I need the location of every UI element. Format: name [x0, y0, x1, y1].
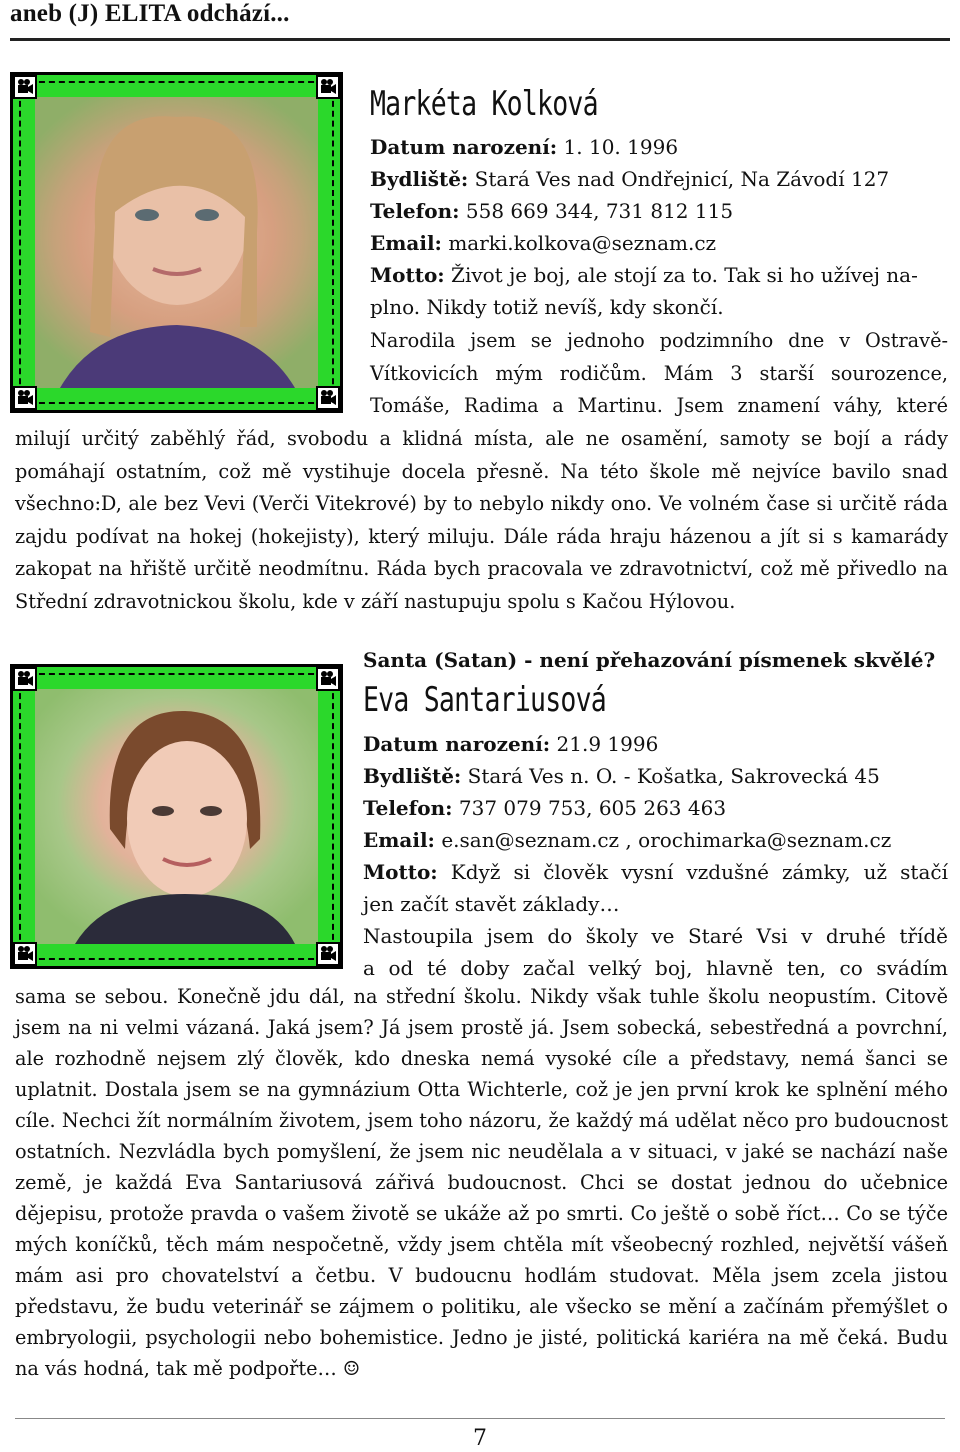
- address-label: Bydliště:: [370, 167, 469, 191]
- person-name: Markéta Kolková: [370, 84, 598, 124]
- portrait-photo-marketa: [35, 97, 318, 388]
- motto-text: Když si člověk vysní vzdušné zámky, už stačí: [450, 860, 948, 884]
- film-camera-icon: [13, 942, 37, 966]
- address-row: [363, 760, 891, 792]
- email-row: [363, 824, 891, 856]
- address-row: [370, 163, 918, 195]
- bio-text: milují určitý zaběhlý řád, svobodu a klidná místa, ale ne osamění, samoty se bojí a rády pomáhají ostatním, což mě vystihuje docela přesně. Na této škole mě nejvíce bavilo snad všechno:D, ale bez Vevi (Verči Vitekrové) by to nebylo nikdy ono. Ve volném čase si určitě ráda zajdu podívat na hokej (hokejisty), který miluju. Dále ráda hraju házenou a jít si s kamarády zakopat na hřiště určitě neodmítnu. Ráda bych pracovala ve zdravotnictví, což mě přivedlo na Střední zdravotnickou školu, kde v září nastupuju spolu s Kačou Hýlovou.: [15, 427, 948, 613]
- footer-divider: [15, 1418, 945, 1419]
- email-value: marki.kolkova@seznam.cz: [448, 231, 717, 255]
- film-camera-icon: [13, 75, 37, 99]
- email-value: e.san@seznam.cz , orochimarka@seznam.cz: [441, 828, 892, 852]
- film-camera-icon: [316, 667, 340, 691]
- motto-label: Motto:: [370, 263, 445, 287]
- birth-label: Datum narození:: [370, 135, 558, 159]
- photo-frame-markets: [10, 72, 343, 413]
- bio-line: Nastoupila jsem do školy ve Staré Vsi v druhé třídě: [363, 924, 948, 948]
- motto-row: [363, 856, 948, 888]
- address-value: Stará Ves n. O. - Košatka, Sakrovecká 45: [467, 764, 880, 788]
- bio-line: Vítkovicích mým rodičům. Mám 3 starší sourozence,: [370, 361, 948, 385]
- bio-line: a od té doby začal velký boj, hlavně ten, co svádím: [363, 956, 948, 980]
- motto-text: Život je boj, ale stojí za to. Tak si ho užívej na-: [451, 263, 918, 287]
- photo-frame-eva: [10, 664, 343, 969]
- phone-value: 558 669 344, 731 812 115: [465, 199, 734, 223]
- birth-row: [370, 131, 918, 163]
- person-name: Eva Santariusová: [363, 680, 606, 720]
- phone-value: 737 079 753, 605 263 463: [458, 796, 727, 820]
- phone-label: Telefon:: [363, 796, 453, 820]
- bio-paragraph: [15, 423, 948, 618]
- phone-label: Telefon:: [370, 199, 460, 223]
- phone-row: [363, 792, 891, 824]
- page-header: [10, 0, 950, 41]
- email-label: Email:: [370, 231, 442, 255]
- motto-row: [370, 259, 918, 291]
- bio-indented: [370, 325, 948, 423]
- portrait-photo-eva: [35, 689, 318, 944]
- film-camera-icon: [316, 75, 340, 99]
- address-value: Stará Ves nad Ondřejnicí, Na Závodí 127: [474, 167, 890, 191]
- motto-block: [363, 856, 948, 984]
- birth-value: 1. 10. 1996: [563, 135, 679, 159]
- birth-row: [363, 728, 891, 760]
- birth-value: 21.9 1996: [556, 732, 659, 756]
- address-label: Bydliště:: [363, 764, 462, 788]
- email-label: Email:: [363, 828, 435, 852]
- motto-row-cont: plno. Nikdy totiž nevíš, kdy skončí.: [370, 295, 724, 319]
- bio-text: sama se sebou. Konečně jdu dál, na střední školu. Nikdy však tuhle školu neopustím. Citově jsem na ni velmi vázaná. Jaká jsem? Já jsem prostě já. Jsem sobecká, sebestředná a povrchní, ale rozhodně nejsem zlý člověk, kdo dneska nemá vysoké cíle a představy, nemá šanci se uplatnit. Dostala jsem se na gymnázium Otta Wichterle, což je jen první krok ke splnění mého cíle. Nechci žít normálním životem, jsem toho názoru, že každý má udělat něco pro budoucnost ostatních. Nezvládla bych pomyšlení, že jsem nic neudělala a v situaci, v jaké se nachází naše země, je každá Eva Santariusová zářivá budoucnost. Chci se dostat jednou do učebnice dějepisu, protože pravda o vašem životě se ukáže až po smrti. Co ještě o sobě říct… Co se týče mých koníčků, těch mám nespočetně, vždy jsem chtěla mít všeobecný rozhled, největší vášeň mám asi pro chovatelství a četbu. V budoucnu hodlám studovat. Měla jsem zcela jistou představu, že budu veterinář se zájmem o politiku, ale všecko se mění a začínám přemýšlet o embryologii, psychologii nebo bohemistice. Jedno je jisté, politická kariéra na mě čeká. Budu na vás hodná, tak mě podpořte… ☺: [15, 985, 948, 1380]
- film-camera-icon: [13, 386, 37, 410]
- film-camera-icon: [316, 942, 340, 966]
- film-camera-icon: [316, 386, 340, 410]
- phone-row: [370, 195, 918, 227]
- motto-row-cont: jen začít stavět základy…: [363, 892, 620, 916]
- email-row: [370, 227, 918, 259]
- bio-line: Tomáše, Radima a Martinu. Jsem znamení váhy, které: [370, 394, 948, 417]
- birth-label: Datum narození:: [363, 732, 551, 756]
- bio-paragraph: [15, 981, 948, 1384]
- page-number: 7: [473, 1426, 487, 1451]
- header-title: aneb (J) ELITA odchází...: [10, 0, 290, 27]
- tagline: Santa (Satan) - není přehazování písmenek skvělé?: [363, 648, 936, 672]
- film-camera-icon: [13, 667, 37, 691]
- info-block: [363, 728, 891, 856]
- info-block: [370, 131, 918, 323]
- bio-line: Narodila jsem se jednoho podzimního dne v Ostravě-: [370, 329, 948, 352]
- motto-label: Motto:: [363, 860, 438, 884]
